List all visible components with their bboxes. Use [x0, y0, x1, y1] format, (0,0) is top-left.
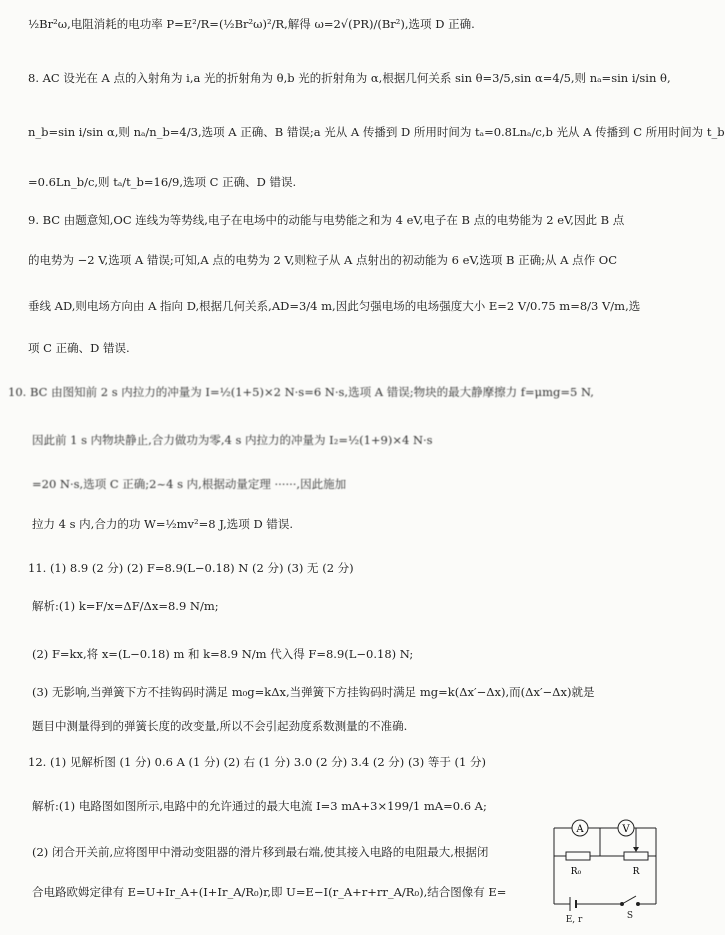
voltmeter-icon	[618, 820, 634, 836]
text-line: 解析:(1) 电路图如图所示,电路中的允许通过的最大电流 I=3 mA+3×199/1 mA=0.6 A;	[32, 799, 487, 813]
text-line: 项 C 正确、D 错误.	[28, 341, 130, 355]
text-line: 11. (1) 8.9 (2 分) (2) F=8.9(L−0.18) N (2 分) (3) 无 (2 分)	[28, 561, 354, 575]
text-line: 8. AC 设光在 A 点的入射角为 i,a 光的折射角为 θ,b 光的折射角为 α,根据几何关系 sin θ=3/5,sin α=4/5,则 nₐ=sin i/sin θ,	[28, 71, 671, 85]
text-line: 拉力 4 s 内,合力的功 W=½mv²=8 J,选项 D 错误.	[32, 517, 293, 531]
text-line: (2) F=kx,将 x=(L−0.18) m 和 k=8.9 N/m 代入得 F=8.9(L−0.18) N;	[32, 647, 414, 661]
battery-icon	[566, 897, 583, 925]
text-line: 题目中测量得到的弹簧长度的改变量,所以不会引起劲度系数测量的不准确.	[32, 719, 408, 733]
text-line: 10. BC 由图知前 2 s 内拉力的冲量为 I=½(1+5)×2 N·s=6 N·s,选项 A 错误;物块的最大静摩擦力 f=μmg=5 N,	[8, 385, 594, 399]
ammeter-label: A	[576, 824, 584, 835]
switch-label: S	[626, 911, 634, 921]
fixed-resistor-icon	[566, 852, 590, 877]
text-line: n_b=sin i/sin α,则 nₐ/n_b=4/3,选项 A 正确、B 错误;a 光从 A 传播到 D 所用时间为 tₐ=0.8Lnₐ/c,b 光从 A 传播到 C 所用时间为 t_b	[28, 125, 725, 139]
switch-icon	[621, 896, 640, 921]
text-line: 12. (1) 见解析图 (1 分) 0.6 A (1 分) (2) 右 (1 分) 3.0 (2 分) 3.4 (2 分) (3) 等于 (1 分)	[28, 755, 486, 769]
text-line: 垂线 AD,则电场方向由 A 指向 D,根据几何关系,AD=3/4 m,因此匀强电场的电场强度大小 E=2 V/0.75 m=8/3 V/m,选	[28, 299, 641, 313]
rheostat-label: R	[632, 867, 640, 877]
voltmeter-label: V	[622, 824, 630, 835]
text-line: 因此前 1 s 内物块静止,合力做功为零,4 s 内拉力的冲量为 I₂=½(1+9)×4 N·s	[32, 433, 433, 447]
text-line: 合电路欧姆定律有 E=U+Ir_A+(I+Ir_A/R₀)r,即 U=E−I(r_A+r+rr_A/R₀),结合图像有 E=	[32, 885, 507, 899]
text-line: 9. BC 由题意知,OC 连线为等势线,电子在电场中的动能与电势能之和为 4 eV,电子在 B 点的电势能为 2 eV,因此 B 点	[28, 213, 625, 227]
battery-label: E, r	[565, 915, 583, 925]
text-line: (2) 闭合开关前,应将图甲中滑动变阻器的滑片移到最右端,使其接入电路的电阻最大,根据闭	[32, 845, 489, 859]
text-line: =0.6Ln_b/c,则 tₐ/t_b=16/9,选项 C 正确、D 错误.	[28, 175, 297, 189]
fixed-resistor-label: R₀	[570, 867, 582, 877]
text-line: =20 N·s,选项 C 正确;2~4 s 内,根据动量定理 ······,因此施加	[32, 477, 347, 491]
text-line: 的电势为 −2 V,选项 A 错误;可知,A 点的电势为 2 V,则粒子从 A 点射出的初动能为 6 eV,选项 B 正确;从 A 点作 OC	[28, 253, 618, 267]
text-line: 解析:(1) k=F/x=ΔF/Δx=8.9 N/m;	[32, 599, 219, 613]
circuit-diagram	[548, 818, 668, 925]
ammeter-icon	[572, 820, 588, 836]
text-line: ½Br²ω,电阻消耗的电功率 P=E²/R=(½Br²ω)²/R,解得 ω=2√(PR)/(Br²),选项 D 正确.	[28, 17, 475, 31]
text-line: (3) 无影响,当弹簧下方不挂钩码时满足 m₀g=kΔx,当弹簧下方挂钩码时满足 mg=k(Δx′−Δx),而(Δx′−Δx)就是	[32, 685, 595, 699]
rheostat-icon	[624, 847, 648, 877]
